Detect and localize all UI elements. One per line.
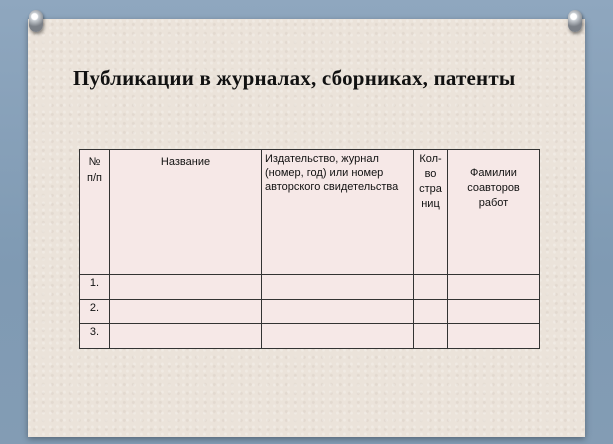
publications-table [79, 149, 540, 349]
table-row [80, 324, 540, 349]
cell-pages [414, 299, 448, 324]
cell-coauthors [448, 299, 540, 324]
header-coauthors: Фамилии соавторов работ [448, 150, 540, 275]
cell-coauthors [448, 275, 540, 300]
cell-name [110, 275, 262, 300]
table-header-row [80, 150, 540, 275]
header-name: Название [110, 150, 262, 275]
cell-name [110, 324, 262, 349]
pushpin-icon [568, 10, 582, 32]
cell-name [110, 299, 262, 324]
pushpin-icon [29, 10, 43, 32]
header-num: № п/п [80, 150, 110, 275]
table-row [80, 299, 540, 324]
slide-title: Публикации в журналах, сборниках, патенты [73, 66, 516, 90]
header-publisher: Издательство, журнал (номер, год) или номер авторского свидетельства [262, 150, 414, 275]
row-number: 3. [80, 324, 110, 349]
row-number: 1. [80, 275, 110, 300]
cell-publisher [262, 324, 414, 349]
table-row [80, 275, 540, 300]
header-pages: Кол-во стра ниц [414, 150, 448, 275]
cell-publisher [262, 299, 414, 324]
row-number: 2. [80, 299, 110, 324]
cell-pages [414, 324, 448, 349]
cell-publisher [262, 275, 414, 300]
cell-coauthors [448, 324, 540, 349]
cell-pages [414, 275, 448, 300]
